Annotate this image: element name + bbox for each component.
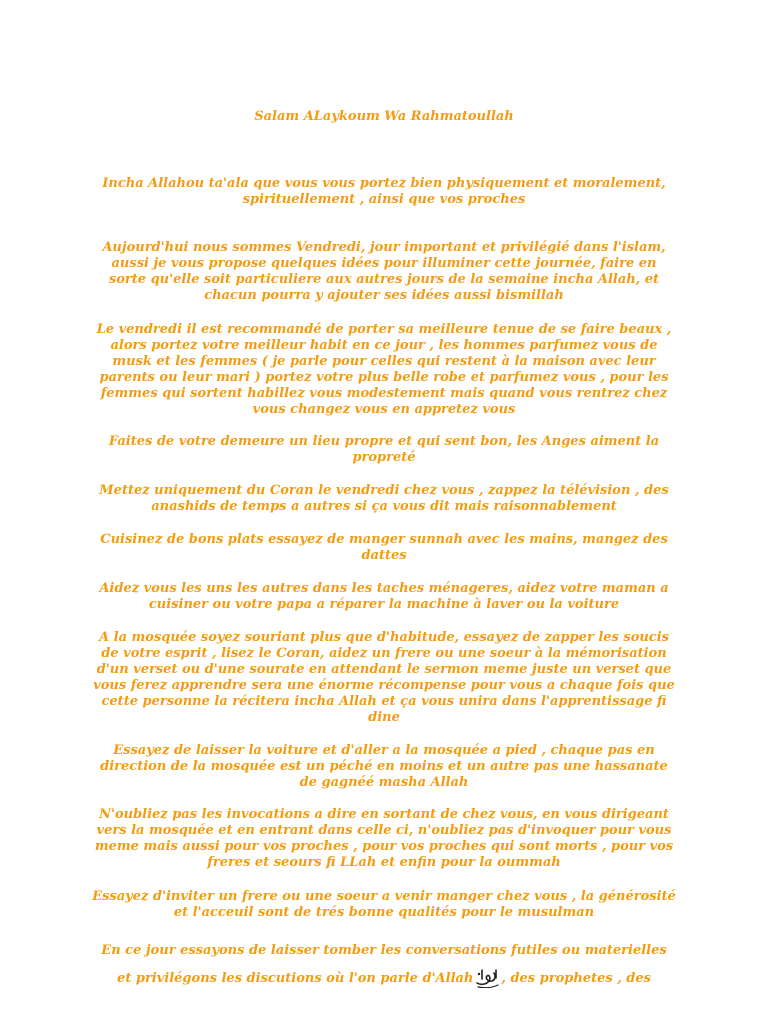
paragraph-quran: Mettez uniquement du Coran le vendredi chez vous , zappez la télévision , des anashids de temps a autres si ça vous dit mais raisonnablement [99,483,669,514]
paragraph-helping: Aidez vous les uns les autres dans les taches ménageres, aidez votre maman a cuisiner ou votre papa a réparer la machine à laver ou la voiture [99,581,669,612]
paragraph-greeting: Incha Allahou ta'ala que vous vous portez bien physiquement et moralement, spirituellement , ainsi que vos proches [102,176,666,207]
paragraph-conversations-text-start: En ce jour essayons de laisser tomber les conversations futiles ou materielles et privilégons les discutions où l'on parle d'Allah [101,943,667,986]
document-title: Salam ALaykoum Wa Rahmatoullah [254,109,514,124]
paragraph-intro: Aujourd'hui nous sommes Vendredi, jour important et privilégié dans l'islam, aussi je vous propose quelques idées pour illuminer cette journée, faire en sorte qu'elle soit particuliere aux autres jours de la semaine incha Allah, et chacun pourra y ajouter ses idées aussi bismillah [102,240,666,303]
paragraph-cooking: Cuisinez de bons plats essayez de manger sunnah avec les mains, mangez des dattes [100,532,668,563]
paragraph-conversations-text-end: , des prophetes , des [501,971,651,986]
paragraph-mosque: A la mosquée soyez souriant plus que d'habitude, essayez de zapper les soucis de votre esprit , lisez le Coran, aidez un frere ou une soeur à la mémorisation d'un verset ou d'une sourate en attendant le sermon meme juste un verset que vous ferez apprendre sera une énorme récompense pour vous a chaque fois que cette personne la récitera incha Allah et ça vous unira dans l'apprentissage fi dine [93,630,675,725]
paragraph-invocations: N'oubliez pas les invocations a dire en sortant de chez vous, en vous dirigeant vers la mosquée et en entrant dans celle ci, n'oubliez pas d'invoquer pour vous meme mais aussi pour vos proches , pour vos proches qui sont morts , pour vos freres et seours fi LLah et enfin pour la oummah [94,807,674,870]
paragraph-cleanliness: Faites de votre demeure un lieu propre et qui sent bon, les Anges aiment la propreté [108,434,660,465]
paragraph-walking: Essayez de laisser la voiture et d'aller a la mosquée a pied , chaque pas en direction de la mosquée est un péché en moins et un autre pas une hassanate de gagnéé masha Allah [100,743,668,790]
paragraph-clothing: Le vendredi il est recommandé de porter sa meilleure tenue de se faire beaux , alors portez votre meilleur habit en ce jour , les hommes parfumez vous de musk et les femmes ( je parle pour celles qui restent à la maison avec leur parents ou leur mari ) portez votre plus belle robe et parfumez vous , pour les femmes qui sortent habillez vous modestement mais quand vous rentrez chez vous changez vous en appretez vous [96,322,672,417]
paragraph-conversations [92,937,676,993]
arabic-calligraphy-icon [474,966,500,988]
paragraph-generosity: Essayez d'inviter un frere ou une soeur a venir manger chez vous , la générosité et l'acceuil sont de trés bonne qualités pour le musulman [92,889,676,920]
